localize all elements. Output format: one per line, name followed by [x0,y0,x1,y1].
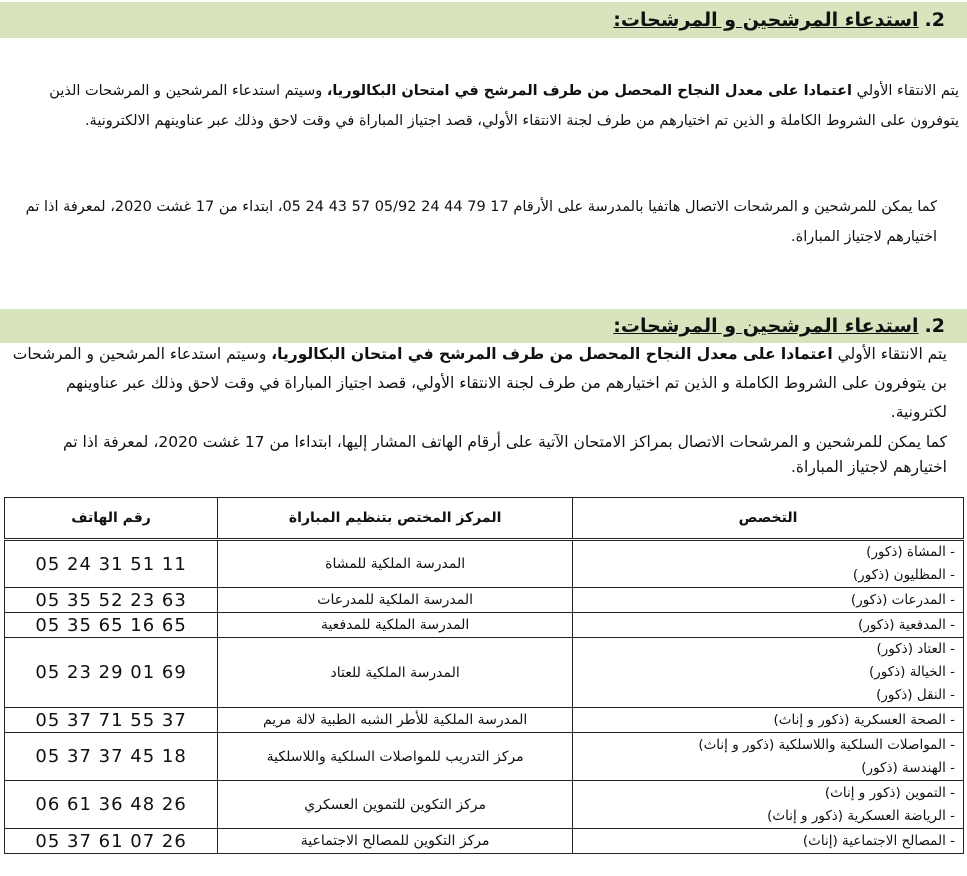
specialty-item: - المصالح الاجتماعية (إناث) [802,832,955,849]
specialty-cell [573,829,964,854]
phone-cell: 05 24 31 51 11 [5,541,218,588]
center-cell: المدرسة الملكية للمدفعية [218,613,573,638]
exam-centers-table [4,497,964,854]
phone-cell: 05 23 29 01 69 [5,638,218,708]
specialty-item: - النقل (ذكور) [876,687,955,703]
specialty-item: - المواصلات السلكية واللاسلكية (ذكور و إناث) [698,736,955,753]
specialty-cell [573,541,964,588]
specialty-item: - العتاد (ذكور) [876,641,955,657]
specialty-cell [573,638,964,708]
center-cell: مركز التكوين للمصالح الاجتماعية [218,829,573,854]
section2-para1-start: يتم الانتقاء الأولي [832,345,947,363]
specialty-cell [573,588,964,613]
specialty-item: - التموين (ذكور و إناث) [824,784,955,801]
table-row [5,541,964,588]
section1-para1-start: يتم الانتقاء الأولي [852,83,959,99]
phone-cell: 05 35 65 16 65 [5,613,218,638]
table-row [5,613,964,638]
section1-paragraph2: كما يمكن للمرشحين و المرشحات الاتصال هاتفيا بالمدرسة على الأرقام 17 79 44 24 05/92 57 43 24 05، ابتداء من 17 غشت 2020، لمعرفة اذا تم اختيارهم لاجتياز المباراة. [25,199,937,245]
center-cell: المدرسة الملكية للمدرعات [218,588,573,613]
section1-para1-bold: اعتمادا على معدل النجاح المحصل من طرف المرشح في امتحان البكالوريا، [326,83,853,99]
specialty-item: - المدرعات (ذكور) [850,591,955,608]
phone-cell: 05 37 61 07 26 [5,829,218,854]
section2-para1-end: وسيتم استدعاء المرشحين و المرشحات بن يتوفرون على الشروط الكاملة و الذين تم اختيارهم من طرف لجنة الانتقاء الأولي، قصد اجتياز المباراة في وقت لاحق وذلك عبر عناوينهم لكترونية. [12,345,947,421]
phone-cell: 05 35 52 23 63 [5,588,218,613]
phone-cell: 05 37 71 55 37 [5,708,218,733]
table-row [5,708,964,733]
specialty-item: - المدفعية (ذكور) [858,616,955,633]
section1-title: استدعاء المرشحين و المرشحات: [613,9,919,31]
section1-heading [0,2,967,38]
specialty-item: - الهندسة (ذكور) [861,759,955,776]
specialty-cell [573,708,964,733]
specialty-item: - الخيالة (ذكور) [868,664,955,680]
phone-cell: 05 37 37 45 18 [5,733,218,781]
section2-para1-bold: اعتمادا على معدل النجاح المحصل من طرف المرشح في امتحان البكالوريا، [271,345,833,363]
section2-title: استدعاء المرشحين و المرشحات: [613,315,919,337]
section2-heading [0,309,967,343]
center-cell: المدرسة الملكية للمشاة [218,541,573,588]
phone-cell: 06 61 36 48 26 [5,781,218,829]
section2-paragraph2: كما يمكن للمرشحين و المرشحات الاتصال بمراكز الامتحان الآتية على أرقام الهاتف المشار إليها، ابتداءا من 17 غشت 2020، لمعرفة اذا تم اختيارهم لاجتياز المباراة. [62,433,947,476]
section1-paragraph1 [8,76,959,136]
specialty-cell [573,733,964,781]
specialty-item: - الرياضة العسكرية (ذكور و إناث) [767,807,955,824]
specialty-cell [573,613,964,638]
center-cell: مركز التكوين للتموين العسكري [218,781,573,829]
section2-paragraph1 [8,340,947,427]
table-row [5,733,964,781]
specialty-cell [573,781,964,829]
header-center: المركز المختص بتنظيم المباراة [218,498,573,539]
center-cell: المدرسة الملكية للأطر الشبه الطبية لالة مريم [218,708,573,733]
section1-number: 2. [924,9,945,31]
table-row [5,638,964,708]
table-row [5,781,964,829]
header-phone: رقم الهاتف [5,498,218,539]
specialty-item: - الصحة العسكرية (ذكور و إناث) [773,711,955,728]
section2-number: 2. [924,315,945,337]
center-cell: المدرسة الملكية للعتاد [218,638,573,708]
specialty-item: - المظليون (ذكور) [852,567,955,583]
table-row [5,829,964,854]
table-header-row [5,498,964,539]
header-specialty: التخصص [573,498,964,539]
center-cell: مركز التدريب للمواصلات السلكية واللاسلكية [218,733,573,781]
specialty-item: - المشاة (ذكور) [866,544,955,560]
table-row [5,588,964,613]
section1-para1-end: وسيتم استدعاء المرشحين و المرشحات الذين يتوفرون على الشروط الكاملة و الذين تم اختيارهم من طرف لجنة الانتقاء الأولي، قصد اجتياز المباراة في وقت لاحق وذلك عبر عناوينهم الالكترونية. [49,83,959,129]
